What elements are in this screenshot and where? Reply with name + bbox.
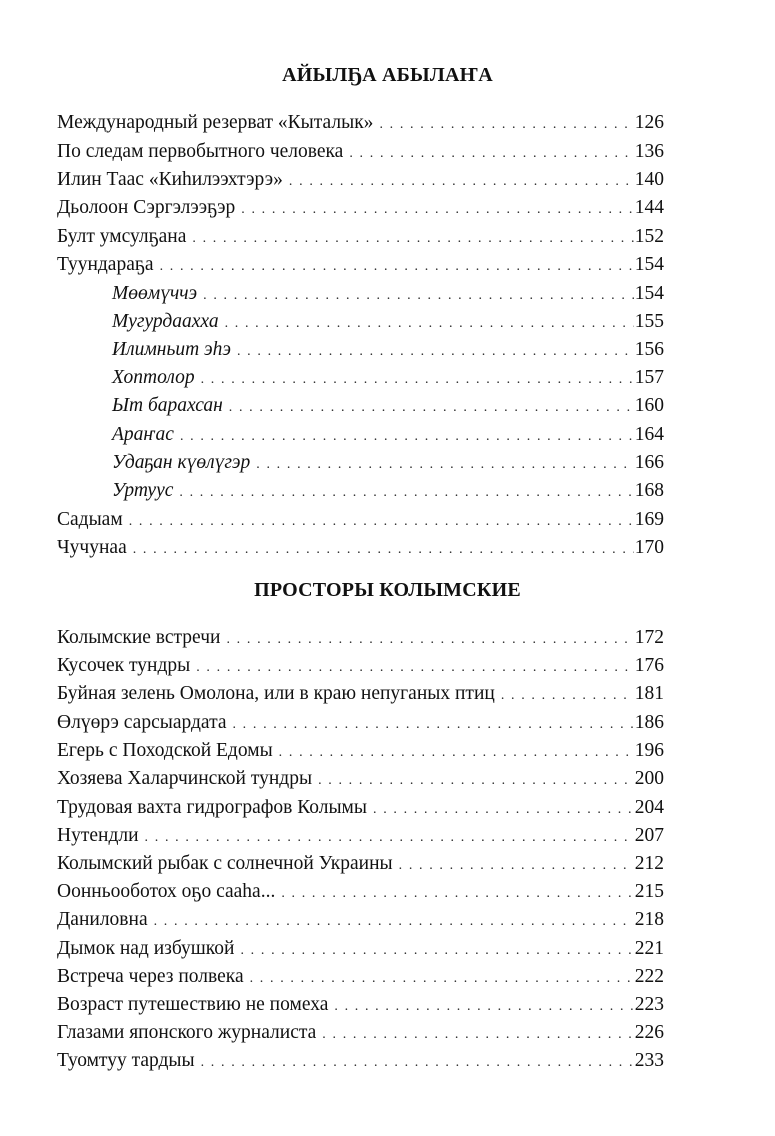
dot-leader bbox=[229, 396, 634, 420]
toc-entry bbox=[57, 993, 664, 1019]
dot-leader bbox=[196, 656, 634, 680]
toc-entry bbox=[57, 111, 664, 137]
toc-entry-page: 200 bbox=[634, 768, 664, 789]
toc-entry bbox=[57, 140, 664, 166]
toc-entry-title: Егерь с Походской Едомы bbox=[57, 740, 273, 761]
toc-entry-title: Возраст путешествию не помеха bbox=[57, 994, 329, 1015]
dot-leader bbox=[133, 538, 634, 562]
toc-entry-page: 204 bbox=[634, 797, 664, 818]
toc-entry-page: 140 bbox=[634, 169, 664, 190]
toc-subentry bbox=[112, 366, 664, 392]
dot-leader bbox=[379, 113, 633, 137]
dot-leader bbox=[226, 628, 633, 652]
toc-entry-page: 233 bbox=[634, 1050, 664, 1071]
dot-leader bbox=[203, 284, 634, 308]
toc-entry-page: 207 bbox=[634, 825, 664, 846]
toc-entry bbox=[57, 1021, 664, 1047]
dot-leader bbox=[349, 142, 633, 166]
toc-entry bbox=[57, 654, 664, 680]
dot-leader bbox=[232, 713, 633, 737]
toc-entry-page: 166 bbox=[634, 452, 664, 473]
toc-entry-page: 223 bbox=[634, 994, 664, 1015]
toc-entry-title: Кусочек тундры bbox=[57, 655, 191, 676]
toc-entry-title: Хозяева Халарчинской тундры bbox=[57, 768, 313, 789]
toc-entry-title: Глазами японского журналиста bbox=[57, 1022, 317, 1043]
toc-entry-title: Дьолоон Сэргэлээҕэр bbox=[57, 197, 236, 218]
toc-subentry bbox=[112, 310, 664, 336]
dot-leader bbox=[373, 798, 634, 822]
toc-entry-page: 212 bbox=[634, 853, 664, 874]
toc-entry-page: 172 bbox=[634, 627, 664, 648]
toc-entry-page: 169 bbox=[634, 509, 664, 530]
toc-entry-title: Илимньит эһэ bbox=[112, 339, 231, 360]
dot-leader bbox=[129, 510, 634, 534]
dot-leader bbox=[154, 910, 634, 934]
toc-entry-page: 160 bbox=[634, 395, 664, 416]
toc-entry-title: Өлүөрэ сарсыардата bbox=[57, 712, 227, 733]
dot-leader bbox=[250, 967, 634, 991]
dot-leader bbox=[241, 198, 634, 222]
toc-entry bbox=[57, 682, 664, 708]
toc-entry bbox=[57, 767, 664, 793]
toc-subentry bbox=[112, 479, 664, 505]
toc-entry-page: 215 bbox=[634, 881, 664, 902]
dot-leader bbox=[322, 1023, 633, 1047]
toc-entry-page: 164 bbox=[634, 424, 664, 445]
toc-entry-title: Встреча через полвека bbox=[57, 966, 244, 987]
dot-leader bbox=[256, 453, 633, 477]
toc-entry bbox=[57, 852, 664, 878]
toc-subentry bbox=[112, 338, 664, 364]
dot-leader bbox=[160, 255, 634, 279]
toc-entry-title: Араҥас bbox=[112, 424, 174, 445]
toc-entry-page: 221 bbox=[634, 938, 664, 959]
toc-entry-page: 154 bbox=[634, 283, 664, 304]
toc-entry bbox=[57, 796, 664, 822]
toc-entry-page: 176 bbox=[634, 655, 664, 676]
toc-entry-title: Хоптолор bbox=[112, 367, 195, 388]
toc-entry-page: 156 bbox=[634, 339, 664, 360]
toc-entry bbox=[57, 253, 664, 279]
dot-leader bbox=[399, 854, 634, 878]
toc-entry-title: Мөөмүччэ bbox=[112, 283, 198, 304]
dot-leader bbox=[192, 227, 633, 251]
toc-entry bbox=[57, 1049, 664, 1075]
toc-entry-page: 186 bbox=[634, 712, 664, 733]
dot-leader bbox=[180, 425, 634, 449]
toc-entry-title: Нутендли bbox=[57, 825, 139, 846]
toc-entry-title: Садыам bbox=[57, 509, 123, 530]
toc-entry bbox=[57, 824, 664, 850]
toc-entry-page: 222 bbox=[634, 966, 664, 987]
toc-entry bbox=[57, 508, 664, 534]
toc-subentry bbox=[112, 282, 664, 308]
toc-entry-page: 126 bbox=[634, 112, 664, 133]
toc-entry-title: Туомтуу тардыы bbox=[57, 1050, 195, 1071]
toc-entry-title: Удаҕан күөлүгэр bbox=[112, 452, 251, 473]
toc-entry-page: 181 bbox=[634, 683, 664, 704]
toc-entry-title: Мугурдаахха bbox=[112, 311, 219, 332]
toc-entry-title: Трудовая вахта гидрографов Колымы bbox=[57, 797, 367, 818]
dot-leader bbox=[501, 684, 634, 708]
toc-entry-title: Колымский рыбак с солнечной Украины bbox=[57, 853, 393, 874]
dot-leader bbox=[145, 826, 634, 850]
toc-entry-title: Илин Таас «Киһилээхтэрэ» bbox=[57, 169, 283, 190]
toc-entry-title: Международный резерват «Кыталык» bbox=[57, 112, 374, 133]
toc-entry bbox=[57, 196, 664, 222]
toc-entry-title: Дымок над избушкой bbox=[57, 938, 235, 959]
toc-entry-page: 226 bbox=[634, 1022, 664, 1043]
toc-subentry bbox=[112, 423, 664, 449]
toc-entry-title: Оонньооботох оҕо сааһа... bbox=[57, 881, 276, 902]
toc-entry-page: 170 bbox=[634, 537, 664, 558]
toc-entry bbox=[57, 739, 664, 765]
toc-entry bbox=[57, 965, 664, 991]
toc-subentry bbox=[112, 394, 664, 420]
toc-entry bbox=[57, 937, 664, 963]
toc-entry-page: 152 bbox=[634, 226, 664, 247]
dot-leader bbox=[334, 995, 633, 1019]
toc-entry-title: Булт умсулҕана bbox=[57, 226, 187, 247]
toc-entry-title: Туундараҕа bbox=[57, 254, 154, 275]
dot-leader bbox=[201, 368, 634, 392]
toc-entry bbox=[57, 168, 664, 194]
toc-entry-page: 218 bbox=[634, 909, 664, 930]
toc-entry bbox=[57, 626, 664, 652]
toc-entry bbox=[57, 880, 664, 906]
toc-entry-page: 196 bbox=[634, 740, 664, 761]
dot-leader bbox=[225, 312, 634, 336]
toc-entry-page: 157 bbox=[634, 367, 664, 388]
dot-leader bbox=[281, 882, 633, 906]
toc-entry-title: Даниловна bbox=[57, 909, 148, 930]
toc-entry-title: По следам первобытного человека bbox=[57, 141, 344, 162]
toc-entry-page: 136 bbox=[634, 141, 664, 162]
toc-entry-page: 154 bbox=[634, 254, 664, 275]
toc-entry bbox=[57, 908, 664, 934]
toc-entry-title: Ыт барахсан bbox=[112, 395, 223, 416]
dot-leader bbox=[201, 1051, 634, 1075]
dot-leader bbox=[237, 340, 634, 364]
toc-entry-title: Буйная зелень Омолона, или в краю непуганых птиц bbox=[57, 683, 495, 704]
toc-entry-title: Уртуус bbox=[112, 480, 174, 501]
dot-leader bbox=[318, 769, 634, 793]
dot-leader bbox=[279, 741, 634, 765]
dot-leader bbox=[240, 939, 633, 963]
section-title-1: АЙЫЛҔА АБЫЛАҤА bbox=[282, 64, 493, 86]
toc-entry-page: 144 bbox=[634, 197, 664, 218]
dot-leader bbox=[289, 170, 634, 194]
section-title-2: ПРОСТОРЫ КОЛЫМСКИЕ bbox=[254, 579, 521, 601]
dot-leader bbox=[179, 481, 633, 505]
toc-subentry bbox=[112, 451, 664, 477]
toc-entry bbox=[57, 711, 664, 737]
toc-entry-page: 155 bbox=[634, 311, 664, 332]
toc-entry-title: Колымские встречи bbox=[57, 627, 221, 648]
toc-entry-page: 168 bbox=[634, 480, 664, 501]
toc-entry bbox=[57, 536, 664, 562]
toc-entry bbox=[57, 225, 664, 251]
toc-entry-title: Чучунаа bbox=[57, 537, 127, 558]
